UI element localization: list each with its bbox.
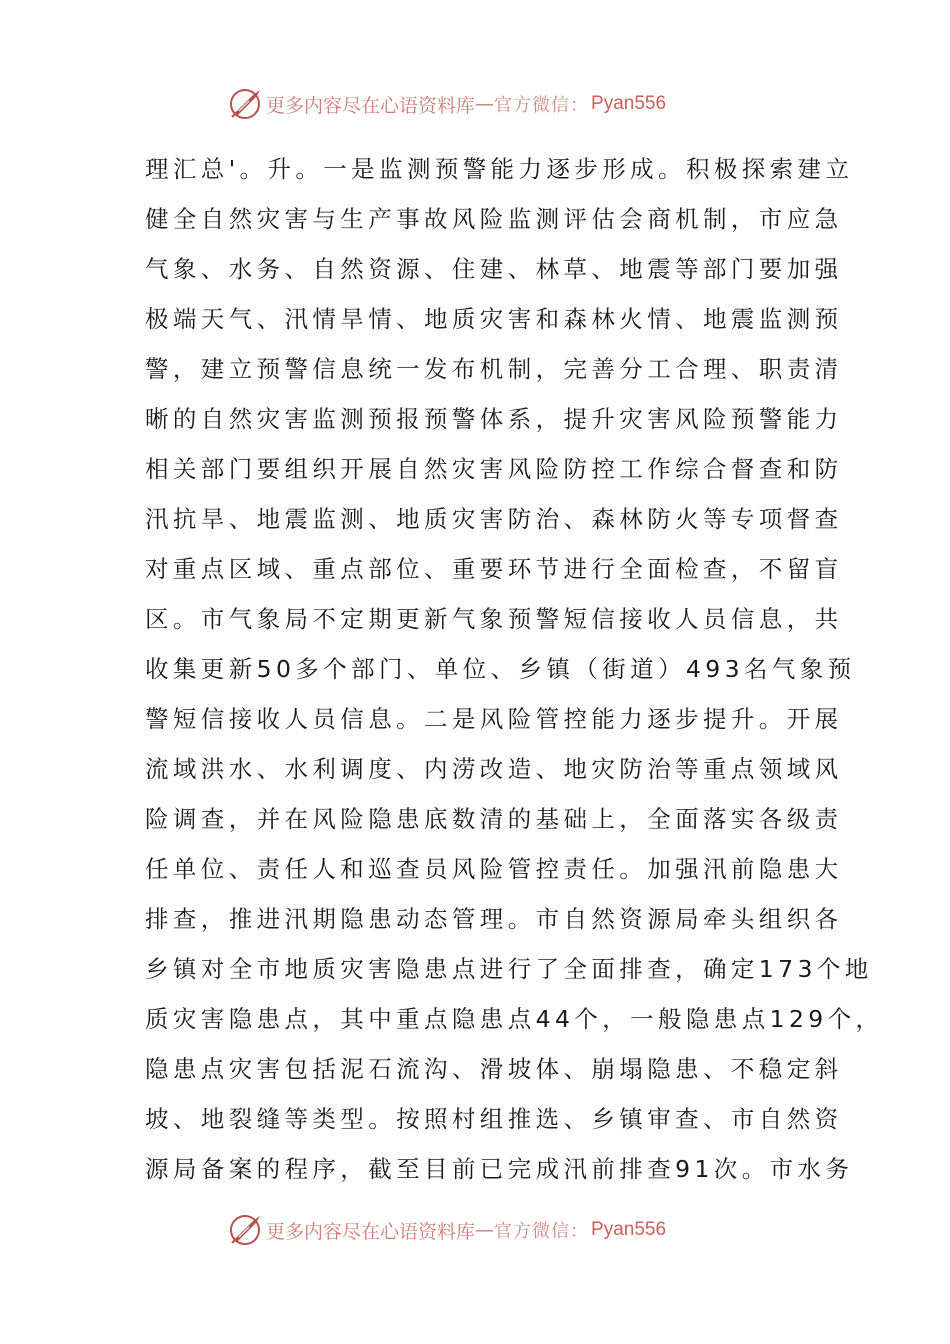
text-line: 任单位、责任人和巡查员风险管控责任。加强汛前隐患大 [145,855,843,883]
text-line: 汛抗旱、地震监测、地质灾害防治、森林防火等专项督查 [145,505,843,533]
promo-text: 更多内容尽在心语资料库 [266,1220,476,1243]
text-line: 理汇总'。升。一是监测预警能力逐步形成。积极探索建立 [145,155,854,183]
separator-dash: — [475,1219,495,1241]
text-line: 质灾害隐患点，其中重点隐患点44个，一般隐患点129个， [145,1005,884,1033]
text-line: 险调查，并在风险隐患底数清的基础上，全面落实各级责 [145,805,843,833]
text-line: 相关部门要组织开展自然灾害风险防控工作综合督查和防 [145,455,843,483]
header-banner [228,86,728,122]
text-line: 健全自然灾害与生产事故风险监测评估会商机制，市应急 [145,205,843,233]
text-line: 乡镇对全市地质灾害隐患点进行了全面排查，确定173个地 [145,955,873,983]
promo-text: 更多内容尽在心语资料库 [266,94,476,117]
text-line: 收集更新50多个部门、单位、乡镇（街道）493名气象预 [145,655,856,683]
wechat-id: Pyan556 [591,93,667,114]
text-line: 警，建立预警信息统一发布机制，完善分工合理、职责清 [145,355,843,383]
wechat-id: Pyan556 [591,1219,667,1240]
text-line: 极端天气、汛情旱情、地质灾害和森林火情、地震监测预 [145,305,843,333]
text-line: 坡、地裂缝等类型。按照村组推选、乡镇审查、市自然资 [145,1105,843,1133]
footer-banner [228,1212,728,1248]
wechat-label: 官方微信： [494,95,590,116]
text-line: 气象、水务、自然资源、住建、林草、地震等部门要加强 [145,255,843,283]
text-line: 警短信接收人员信息。二是风险管控能力逐步提升。开展 [145,705,843,733]
text-line: 对重点区域、重点部位、重要环节进行全面检查，不留盲 [145,555,843,583]
text-line: 区。市气象局不定期更新气象预警短信接收人员信息，共 [145,605,843,633]
document-body [145,144,884,1194]
text-line: 排查，推进汛期隐患动态管理。市自然资源局牵头组织各 [145,905,843,933]
wechat-label: 官方微信： [494,1221,590,1242]
separator-dash: — [475,93,495,115]
text-line: 晰的自然灾害监测预报预警体系，提升灾害风险预警能力 [145,405,843,433]
text-line: 隐患点灾害包括泥石流沟、滑坡体、崩塌隐患、不稳定斜 [145,1055,843,1083]
quill-pen-logo-icon [228,1213,262,1247]
quill-pen-logo-icon [228,87,262,121]
text-line: 流域洪水、水利调度、内涝改造、地灾防治等重点领域风 [145,755,843,783]
text-line: 源局备案的程序，截至目前已完成汛前排查91次。市水务 [145,1155,854,1183]
